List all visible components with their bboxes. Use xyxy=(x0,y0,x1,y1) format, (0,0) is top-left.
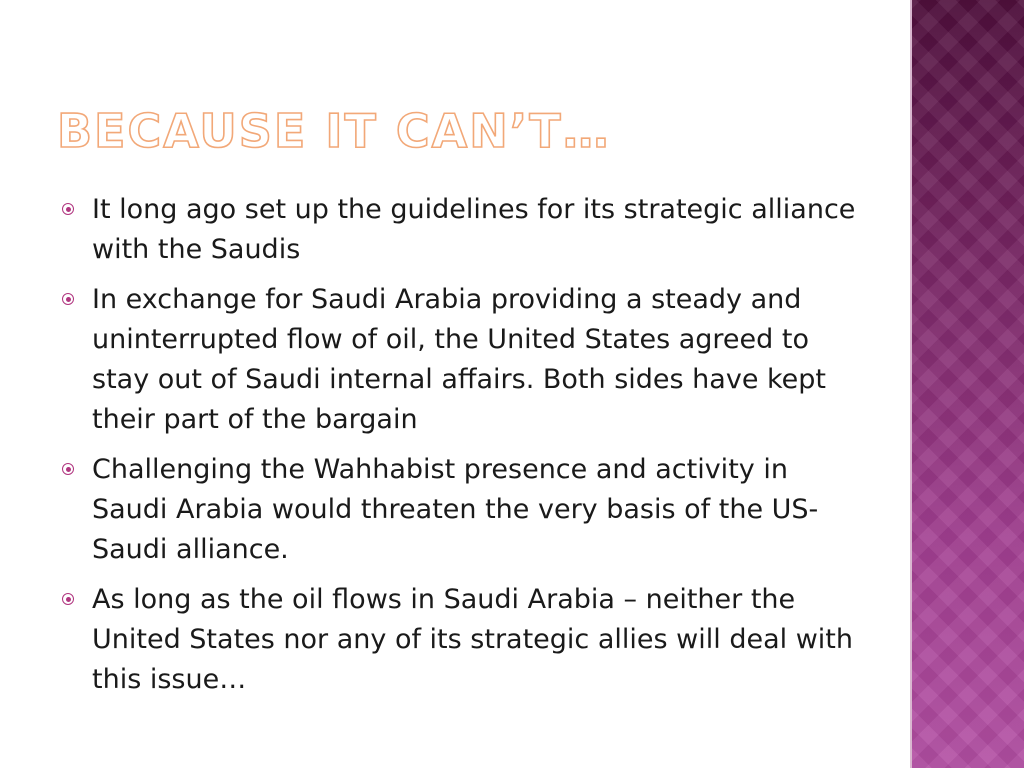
bullet-text: It long ago set up the guidelines for its strategic alliance with the Saudis xyxy=(92,194,856,265)
slide-title: BECAUSE IT CAN’T… xyxy=(57,104,611,158)
bullet-list xyxy=(62,190,862,710)
bullet-item xyxy=(62,580,862,700)
circled-dot-bullet-icon xyxy=(62,463,74,475)
circled-dot-bullet-icon xyxy=(62,293,74,305)
bullet-item xyxy=(62,450,862,570)
bullet-text: In exchange for Saudi Arabia providing a steady and uninterrupted flow of oil, the United States agreed to stay out of Saudi internal affairs. Both sides have kept their part of the bargain xyxy=(92,284,827,435)
bullet-text: Challenging the Wahhabist presence and activity in Saudi Arabia would threaten the very basis of the US-Saudi alliance. xyxy=(92,454,819,565)
circled-dot-bullet-icon xyxy=(62,203,74,215)
decorative-side-panel xyxy=(912,0,1024,768)
bullet-item xyxy=(62,280,862,440)
bullet-item xyxy=(62,190,862,270)
circled-dot-bullet-icon xyxy=(62,593,74,605)
bullet-text: As long as the oil flows in Saudi Arabia – neither the United States nor any of its strategic allies will deal with this issue… xyxy=(92,584,853,695)
